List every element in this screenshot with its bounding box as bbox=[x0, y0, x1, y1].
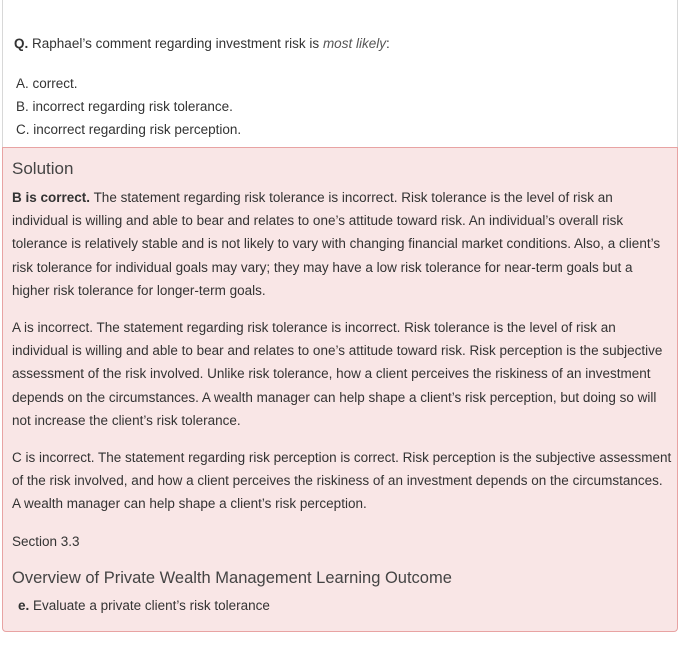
choice-letter: A. bbox=[16, 76, 29, 91]
solution-a-paragraph: A is incorrect. The statement regarding risk tolerance is incorrect. Risk tolerance is the level of risk an individual is willing and able to bear and relates to one’s attitude toward risk. Risk perception is the subjective assessment of the risk involved. Unlike risk tolerance, how a client perceives the riskiness of an investment depends on the circumstances. A wealth manager can help shape a client’s risk perception, but doing so will not increase the client’s risk tolerance. bbox=[12, 320, 663, 428]
solution-panel bbox=[2, 147, 678, 632]
choice-c[interactable] bbox=[16, 118, 241, 141]
question-panel bbox=[2, 0, 678, 147]
learning-outcome-item bbox=[18, 598, 270, 613]
solution-correct-paragraph bbox=[12, 186, 672, 302]
correct-answer-explanation: The statement regarding risk tolerance is incorrect. Risk tolerance is the level of risk an individual is willing and able to bear and relates to one’s attitude toward risk. An individual’s overall risk tolerance is relatively stable and is not likely to vary with changing financial market conditions. Also, a client’s risk tolerance for individual goals may vary; they may have a low risk tolerance for near-term goals but a higher risk tolerance for longer-term goals. bbox=[12, 190, 661, 298]
question-prefix: Q. bbox=[14, 36, 29, 51]
solution-title: Solution bbox=[12, 159, 74, 178]
choice-text: incorrect regarding risk perception. bbox=[33, 122, 242, 137]
choice-b[interactable] bbox=[16, 95, 241, 118]
correct-answer-lead: B is correct. bbox=[12, 190, 91, 205]
choice-letter: C. bbox=[16, 122, 30, 137]
answer-choices bbox=[16, 72, 241, 141]
solution-c-paragraph: C is incorrect. The statement regarding risk perception is correct. Risk perception is the subjective assessment of the risk involved, and how a client perceives the riskiness of an investment depends on the circumstances. A wealth manager can help shape a client’s risk perception. bbox=[12, 450, 672, 512]
question-emphasis: most likely bbox=[322, 36, 386, 51]
choice-a[interactable] bbox=[16, 72, 241, 95]
choice-text: correct. bbox=[32, 76, 78, 91]
choice-letter: B. bbox=[16, 99, 29, 114]
learning-outcome-letter: e. bbox=[18, 598, 30, 613]
choice-text: incorrect regarding risk tolerance. bbox=[32, 99, 233, 114]
learning-outcome-text: Evaluate a private client’s risk tolerance bbox=[33, 598, 270, 613]
question-body: Raphael’s comment regarding investment risk is bbox=[32, 36, 320, 51]
learning-outcome-title: Overview of Private Wealth Management Learning Outcome bbox=[12, 569, 452, 587]
section-reference: Section 3.3 bbox=[12, 534, 80, 549]
question-text bbox=[14, 36, 390, 51]
question-colon: : bbox=[385, 36, 390, 51]
